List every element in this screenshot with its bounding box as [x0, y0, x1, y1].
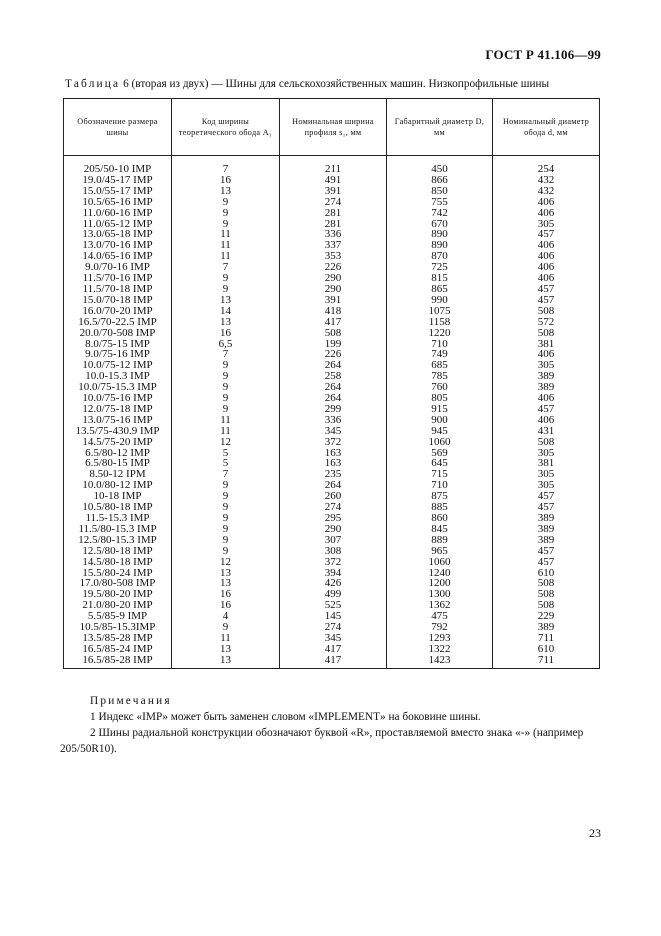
rim-width-code-cell: 13	[172, 655, 280, 669]
section-width-cell: 295	[280, 513, 387, 524]
size-designation-cell: 11.0/65-12 IMP	[64, 219, 172, 230]
size-designation-cell: 11.5/70-16 IMP	[64, 273, 172, 284]
size-designation-cell: 10.5/80-18 IMP	[64, 502, 172, 513]
size-designation-cell: 11.5/70-18 IMP	[64, 284, 172, 295]
size-designation-cell: 11.5-15.3 IMP	[64, 513, 172, 524]
size-designation-cell: 10.0/80-12 IMP	[64, 480, 172, 491]
section-width-cell: 491	[280, 175, 387, 186]
overall-diameter-cell: 785	[387, 371, 493, 382]
size-designation-cell: 16.0/70-20 IMP	[64, 306, 172, 317]
section-width-cell: 336	[280, 229, 387, 240]
overall-diameter-cell: 792	[387, 622, 493, 633]
size-designation-cell: 9.0/70-16 IMP	[64, 262, 172, 273]
overall-diameter-cell: 1293	[387, 633, 493, 644]
section-width-cell: 372	[280, 557, 387, 568]
overall-diameter-cell: 1200	[387, 578, 493, 589]
size-designation-cell: 13.5/75-430.9 IMP	[64, 426, 172, 437]
table-body	[64, 156, 600, 669]
section-width-cell: 499	[280, 589, 387, 600]
overall-diameter-cell: 569	[387, 448, 493, 459]
rim-diameter-cell: 508	[493, 328, 600, 339]
size-designation-cell: 10-18 IMP	[64, 491, 172, 502]
size-designation-cell: 13.0/65-18 IMP	[64, 229, 172, 240]
overall-diameter-cell: 725	[387, 262, 493, 273]
rim-diameter-cell: 508	[493, 437, 600, 448]
overall-diameter-cell: 850	[387, 186, 493, 197]
header-rim-width-code: Код ширины теоретического обода A₁	[172, 99, 280, 156]
section-width-cell: 281	[280, 208, 387, 219]
note-item: 2 Шины радиальной конструкции обозначают буквой «R», проставляемой вместо знака «-» (например 205/50R10).	[60, 727, 584, 755]
rim-diameter-cell: 432	[493, 175, 600, 186]
size-designation-cell: 14.5/75-20 IMP	[64, 437, 172, 448]
rim-diameter-cell: 406	[493, 197, 600, 208]
overall-diameter-cell: 875	[387, 491, 493, 502]
section-width-cell: 281	[280, 219, 387, 230]
rim-width-code-cell: 13	[172, 295, 280, 306]
section-width-cell: 417	[280, 317, 387, 328]
rim-diameter-cell: 610	[493, 644, 600, 655]
rim-width-code-cell: 9	[172, 273, 280, 284]
table-row	[64, 197, 600, 208]
section-width-cell: 345	[280, 633, 387, 644]
rim-width-code-cell: 12	[172, 437, 280, 448]
overall-diameter-cell: 890	[387, 240, 493, 251]
section-width-cell: 274	[280, 502, 387, 513]
rim-width-code-cell: 7	[172, 469, 280, 480]
overall-diameter-cell: 475	[387, 611, 493, 622]
overall-diameter-cell: 805	[387, 393, 493, 404]
rim-width-code-cell: 9	[172, 371, 280, 382]
rim-width-code-cell: 11	[172, 633, 280, 644]
overall-diameter-cell: 870	[387, 251, 493, 262]
size-designation-cell: 8.50-12 IPM	[64, 469, 172, 480]
section-width-cell: 260	[280, 491, 387, 502]
size-designation-cell: 8.0/75-15 IMP	[64, 339, 172, 350]
overall-diameter-cell: 990	[387, 295, 493, 306]
section-width-cell: 199	[280, 339, 387, 350]
header-rim-diameter: Номинальный диаметр обода d, мм	[493, 99, 600, 156]
table-caption-label: Таблица	[65, 78, 121, 90]
rim-diameter-cell: 389	[493, 382, 600, 393]
size-designation-cell: 14.0/65-16 IMP	[64, 251, 172, 262]
rim-diameter-cell: 457	[493, 284, 600, 295]
rim-diameter-cell: 406	[493, 393, 600, 404]
rim-width-code-cell: 11	[172, 229, 280, 240]
overall-diameter-cell: 1300	[387, 589, 493, 600]
rim-diameter-cell: 431	[493, 426, 600, 437]
size-designation-cell: 10.0-15.3 IMP	[64, 371, 172, 382]
rim-width-code-cell: 9	[172, 513, 280, 524]
rim-width-code-cell: 9	[172, 546, 280, 557]
rim-width-code-cell: 9	[172, 360, 280, 371]
overall-diameter-cell: 890	[387, 229, 493, 240]
section-width-cell: 418	[280, 306, 387, 317]
section-width-cell: 226	[280, 262, 387, 273]
size-designation-cell: 10.0/75-15.3 IMP	[64, 382, 172, 393]
section-width-cell: 264	[280, 382, 387, 393]
rim-width-code-cell: 9	[172, 502, 280, 513]
rim-width-code-cell: 9	[172, 393, 280, 404]
section-width-cell: 345	[280, 426, 387, 437]
size-designation-cell: 16.5/85-28 IMP	[64, 655, 172, 669]
size-designation-cell: 19.5/80-20 IMP	[64, 589, 172, 600]
rim-diameter-cell: 381	[493, 339, 600, 350]
section-width-cell: 525	[280, 600, 387, 611]
overall-diameter-cell: 760	[387, 382, 493, 393]
section-width-cell: 235	[280, 469, 387, 480]
table-row	[64, 655, 600, 669]
section-width-cell: 264	[280, 360, 387, 371]
rim-diameter-cell: 432	[493, 186, 600, 197]
rim-width-code-cell: 16	[172, 600, 280, 611]
size-designation-cell: 10.0/75-16 IMP	[64, 393, 172, 404]
overall-diameter-cell: 1220	[387, 328, 493, 339]
rim-width-code-cell: 9	[172, 622, 280, 633]
size-designation-cell: 6.5/80-15 IMP	[64, 458, 172, 469]
rim-width-code-cell: 9	[172, 382, 280, 393]
size-designation-cell: 21.0/80-20 IMP	[64, 600, 172, 611]
rim-diameter-cell: 610	[493, 568, 600, 579]
rim-diameter-cell: 389	[493, 524, 600, 535]
size-designation-cell: 205/50-10 IMP	[64, 164, 172, 175]
rim-width-code-cell: 9	[172, 524, 280, 535]
rim-diameter-cell: 457	[493, 502, 600, 513]
overall-diameter-cell: 670	[387, 219, 493, 230]
notes-title: Примечания	[90, 695, 172, 707]
rim-diameter-cell: 457	[493, 295, 600, 306]
size-designation-cell: 10.5/85-15.3IMP	[64, 622, 172, 633]
section-width-cell: 336	[280, 415, 387, 426]
rim-diameter-cell: 572	[493, 317, 600, 328]
overall-diameter-cell: 889	[387, 535, 493, 546]
rim-width-code-cell: 11	[172, 240, 280, 251]
rim-width-code-cell: 4	[172, 611, 280, 622]
section-width-cell: 394	[280, 568, 387, 579]
rim-diameter-cell: 389	[493, 535, 600, 546]
rim-width-code-cell: 16	[172, 175, 280, 186]
size-designation-cell: 15.0/55-17 IMP	[64, 186, 172, 197]
rim-diameter-cell: 389	[493, 513, 600, 524]
size-designation-cell: 13.0/70-16 IMP	[64, 240, 172, 251]
overall-diameter-cell: 815	[387, 273, 493, 284]
tire-sizes-table	[63, 98, 600, 669]
overall-diameter-cell: 450	[387, 164, 493, 175]
page-number: 23	[589, 826, 601, 840]
rim-diameter-cell: 406	[493, 251, 600, 262]
rim-diameter-cell: 305	[493, 360, 600, 371]
rim-diameter-cell: 457	[493, 404, 600, 415]
rim-width-code-cell: 16	[172, 589, 280, 600]
overall-diameter-cell: 845	[387, 524, 493, 535]
rim-width-code-cell: 9	[172, 284, 280, 295]
overall-diameter-cell: 710	[387, 480, 493, 491]
size-designation-cell: 14.5/80-18 IMP	[64, 557, 172, 568]
section-width-cell: 163	[280, 458, 387, 469]
overall-diameter-cell: 1423	[387, 655, 493, 669]
rim-diameter-cell: 305	[493, 480, 600, 491]
rim-diameter-cell: 508	[493, 578, 600, 589]
size-designation-cell: 12.0/75-18 IMP	[64, 404, 172, 415]
overall-diameter-cell: 1060	[387, 557, 493, 568]
rim-width-code-cell: 9	[172, 480, 280, 491]
size-designation-cell: 6.5/80-12 IMP	[64, 448, 172, 459]
table-row	[64, 317, 600, 328]
overall-diameter-cell: 1060	[387, 437, 493, 448]
rim-width-code-cell: 16	[172, 328, 280, 339]
rim-diameter-cell: 711	[493, 633, 600, 644]
rim-diameter-cell: 406	[493, 262, 600, 273]
section-width-cell: 290	[280, 273, 387, 284]
section-width-cell: 274	[280, 197, 387, 208]
rim-diameter-cell: 457	[493, 229, 600, 240]
rim-width-code-cell: 11	[172, 426, 280, 437]
table-header-row	[64, 99, 600, 156]
rim-diameter-cell: 305	[493, 469, 600, 480]
size-designation-cell: 5.5/85-9 IMP	[64, 611, 172, 622]
rim-width-code-cell: 11	[172, 251, 280, 262]
overall-diameter-cell: 1362	[387, 600, 493, 611]
section-width-cell: 426	[280, 578, 387, 589]
size-designation-cell: 13.5/85-28 IMP	[64, 633, 172, 644]
document-code: ГОСТ Р 41.106—99	[485, 47, 601, 62]
rim-diameter-cell: 508	[493, 306, 600, 317]
table-row	[64, 328, 600, 339]
rim-width-code-cell: 7	[172, 262, 280, 273]
rim-width-code-cell: 13	[172, 644, 280, 655]
table-row	[64, 557, 600, 568]
size-designation-cell: 16.5/70-22.5 IMP	[64, 317, 172, 328]
size-designation-cell: 11.0/60-16 IMP	[64, 208, 172, 219]
overall-diameter-cell: 742	[387, 208, 493, 219]
rim-diameter-cell: 457	[493, 557, 600, 568]
section-width-cell: 307	[280, 535, 387, 546]
overall-diameter-cell: 865	[387, 284, 493, 295]
size-designation-cell: 11.5/80-15.3 IMP	[64, 524, 172, 535]
header-section-width: Номинальная ширина профиля s₁, мм	[280, 99, 387, 156]
section-width-cell: 353	[280, 251, 387, 262]
overall-diameter-cell: 860	[387, 513, 493, 524]
rim-width-code-cell: 9	[172, 404, 280, 415]
rim-width-code-cell: 14	[172, 306, 280, 317]
rim-diameter-cell: 381	[493, 458, 600, 469]
size-designation-cell: 9.0/75-16 IMP	[64, 349, 172, 360]
rim-diameter-cell: 305	[493, 448, 600, 459]
rim-diameter-cell: 457	[493, 546, 600, 557]
rim-width-code-cell: 9	[172, 208, 280, 219]
rim-width-code-cell: 5	[172, 448, 280, 459]
notes-section	[60, 693, 605, 757]
overall-diameter-cell: 965	[387, 546, 493, 557]
table-caption	[65, 78, 605, 90]
overall-diameter-cell: 1322	[387, 644, 493, 655]
note-item: 1 Индекс «IMP» может быть заменен словом «IMPLEMENT» на боковине шины.	[90, 711, 481, 723]
section-width-cell: 290	[280, 284, 387, 295]
rim-diameter-cell: 406	[493, 208, 600, 219]
size-designation-cell: 10.5/65-16 IMP	[64, 197, 172, 208]
rim-diameter-cell: 389	[493, 371, 600, 382]
section-width-cell: 264	[280, 480, 387, 491]
rim-width-code-cell: 13	[172, 317, 280, 328]
section-width-cell: 299	[280, 404, 387, 415]
section-width-cell: 417	[280, 655, 387, 669]
header-overall-diameter: Габаритный диаметр D, мм	[387, 99, 493, 156]
size-designation-cell: 20.0/70-508 IMP	[64, 328, 172, 339]
size-designation-cell: 19.0/45-17 IMP	[64, 175, 172, 186]
overall-diameter-cell: 715	[387, 469, 493, 480]
overall-diameter-cell: 945	[387, 426, 493, 437]
section-width-cell: 258	[280, 371, 387, 382]
table-row	[64, 437, 600, 448]
table-row	[64, 208, 600, 219]
rim-diameter-cell: 406	[493, 240, 600, 251]
overall-diameter-cell: 1240	[387, 568, 493, 579]
rim-width-code-cell: 9	[172, 219, 280, 230]
section-width-cell: 417	[280, 644, 387, 655]
rim-diameter-cell: 508	[493, 589, 600, 600]
size-designation-cell: 12.5/80-18 IMP	[64, 546, 172, 557]
table-row	[64, 546, 600, 557]
overall-diameter-cell: 1075	[387, 306, 493, 317]
rim-width-code-cell: 6,5	[172, 339, 280, 350]
overall-diameter-cell: 900	[387, 415, 493, 426]
rim-diameter-cell: 254	[493, 164, 600, 175]
overall-diameter-cell: 866	[387, 175, 493, 186]
rim-width-code-cell: 7	[172, 164, 280, 175]
size-designation-cell: 16.5/85-24 IMP	[64, 644, 172, 655]
section-width-cell: 163	[280, 448, 387, 459]
section-width-cell: 290	[280, 524, 387, 535]
rim-width-code-cell: 5	[172, 458, 280, 469]
rim-width-code-cell: 9	[172, 197, 280, 208]
rim-diameter-cell: 711	[493, 655, 600, 669]
overall-diameter-cell: 1158	[387, 317, 493, 328]
rim-width-code-cell: 9	[172, 535, 280, 546]
rim-diameter-cell: 229	[493, 611, 600, 622]
size-designation-cell: 15.5/80-24 IMP	[64, 568, 172, 579]
size-designation-cell: 17.0/80-508 IMP	[64, 578, 172, 589]
section-width-cell: 391	[280, 186, 387, 197]
rim-diameter-cell: 406	[493, 415, 600, 426]
size-designation-cell: 13.0/75-16 IMP	[64, 415, 172, 426]
overall-diameter-cell: 885	[387, 502, 493, 513]
rim-width-code-cell: 9	[172, 491, 280, 502]
overall-diameter-cell: 915	[387, 404, 493, 415]
rim-diameter-cell: 508	[493, 600, 600, 611]
rim-width-code-cell: 13	[172, 186, 280, 197]
rim-width-code-cell: 13	[172, 578, 280, 589]
section-width-cell: 337	[280, 240, 387, 251]
section-width-cell: 226	[280, 349, 387, 360]
overall-diameter-cell: 645	[387, 458, 493, 469]
section-width-cell: 211	[280, 164, 387, 175]
table-caption-text: 6 (вторая из двух) — Шины для сельскохозяйственных машин. Низкопрофильные шины	[120, 78, 550, 90]
rim-diameter-cell: 305	[493, 219, 600, 230]
rim-diameter-cell: 457	[493, 491, 600, 502]
rim-width-code-cell: 7	[172, 349, 280, 360]
overall-diameter-cell: 749	[387, 349, 493, 360]
rim-width-code-cell: 12	[172, 557, 280, 568]
rim-width-code-cell: 11	[172, 415, 280, 426]
section-width-cell: 508	[280, 328, 387, 339]
section-width-cell: 145	[280, 611, 387, 622]
rim-diameter-cell: 406	[493, 273, 600, 284]
section-width-cell: 274	[280, 622, 387, 633]
rim-width-code-cell: 13	[172, 568, 280, 579]
size-designation-cell: 12.5/80-15.3 IMP	[64, 535, 172, 546]
size-designation-cell: 10.0/75-12 IMP	[64, 360, 172, 371]
overall-diameter-cell: 685	[387, 360, 493, 371]
overall-diameter-cell: 755	[387, 197, 493, 208]
section-width-cell: 372	[280, 437, 387, 448]
size-designation-cell: 15.0/70-18 IMP	[64, 295, 172, 306]
overall-diameter-cell: 710	[387, 339, 493, 350]
section-width-cell: 264	[280, 393, 387, 404]
header-size-designation: Обозначение размера шины	[64, 99, 172, 156]
section-width-cell: 391	[280, 295, 387, 306]
rim-diameter-cell: 389	[493, 622, 600, 633]
section-width-cell: 308	[280, 546, 387, 557]
rim-diameter-cell: 406	[493, 349, 600, 360]
